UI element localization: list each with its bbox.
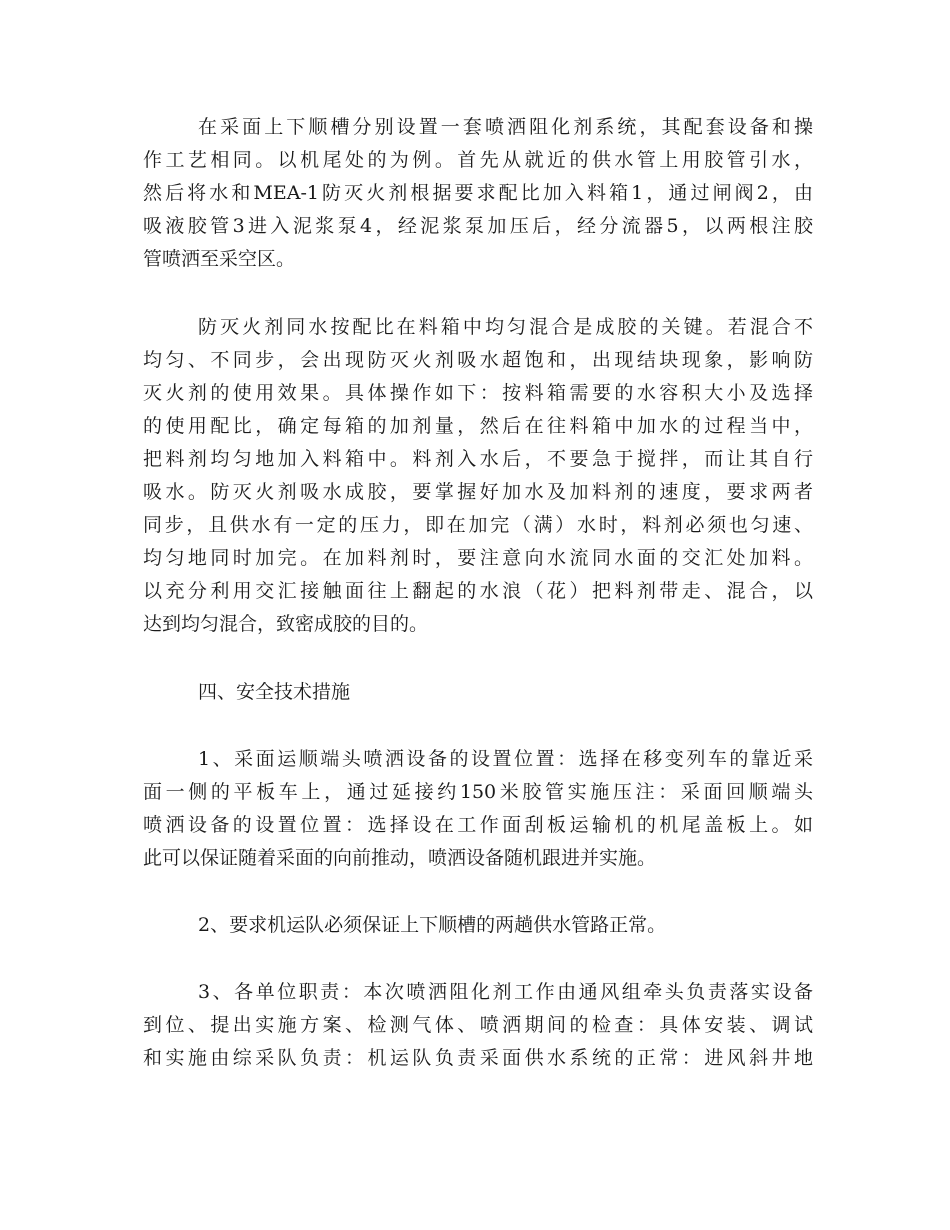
text-line: 1、采面运顺端头喷洒设备的设置位置：选择在移变列车的靠近采: [198, 748, 813, 770]
text-line: 和实施由综采队负责：机运队负责采面供水系统的正常：进风斜井地: [143, 1047, 813, 1069]
text-line: 均匀、不同步，会出现防灭火剂吸水超饱和，出现结块现象，影响防: [143, 349, 813, 371]
text-line: 面一侧的平板车上，通过延接约150米胶管实施压注：采面回顺端头: [143, 781, 813, 803]
text-line: 在采面上下顺槽分别设置一套喷洒阻化剂系统，其配套设备和操: [198, 116, 813, 138]
text-line: 2、要求机运队必须保证上下顺槽的两趟供水管路正常。: [198, 914, 667, 936]
text-line: 达到均匀混合，致密成胶的目的。: [143, 613, 429, 635]
text-line: 防灭火剂同水按配比在料箱中均匀混合是成胶的关键。若混合不: [198, 316, 813, 338]
text-line: 吸液胶管3进入泥浆泵4，经泥浆泵加压后，经分流器5，以两根注胶: [143, 215, 813, 237]
text-line: 的使用配比，确定每箱的加剂量，然后在往料箱中加水的过程当中，: [143, 415, 813, 437]
text-line: 把料剂均匀地加入料箱中。料剂入水后，不要急于搅拌，而让其自行: [143, 448, 813, 470]
text-line: 以充分利用交汇接触面往上翻起的水浪（花）把料剂带走、混合，以: [143, 580, 813, 602]
text-line: 均匀地同时加完。在加料剂时，要注意向水流同水面的交汇处加料。: [143, 547, 813, 569]
text-line: 此可以保证随着采面的向前推动，喷洒设备随机跟进并实施。: [143, 847, 657, 869]
text-line: 同步，且供水有一定的压力，即在加完（满）水时，料剂必须也匀速、: [143, 514, 813, 536]
text-line: 管喷洒至采空区。: [143, 248, 296, 270]
text-line: 喷洒设备的设置位置：选择设在工作面刮板运输机的机尾盖板上。如: [143, 814, 813, 836]
text-line: 3、各单位职责：本次喷洒阻化剂工作由通风组牵头负责落实设备: [198, 981, 813, 1003]
text-line: 作工艺相同。以机尾处的为例。首先从就近的供水管上用胶管引水，: [143, 149, 813, 171]
section-heading: 四、安全技术措施: [198, 681, 351, 703]
text-line: 灭火剂的使用效果。具体操作如下：按料箱需要的水容积大小及选择: [143, 382, 813, 404]
text-line: 吸水。防灭火剂吸水成胶，要掌握好加水及加料剂的速度，要求两者: [143, 481, 813, 503]
text-line: 然后将水和MEA-1防灭火剂根据要求配比加入料箱1，通过闸阀2，由: [143, 182, 813, 204]
text-line: 到位、提出实施方案、检测气体、喷洒期间的检查：具体安装、调试: [143, 1014, 813, 1036]
